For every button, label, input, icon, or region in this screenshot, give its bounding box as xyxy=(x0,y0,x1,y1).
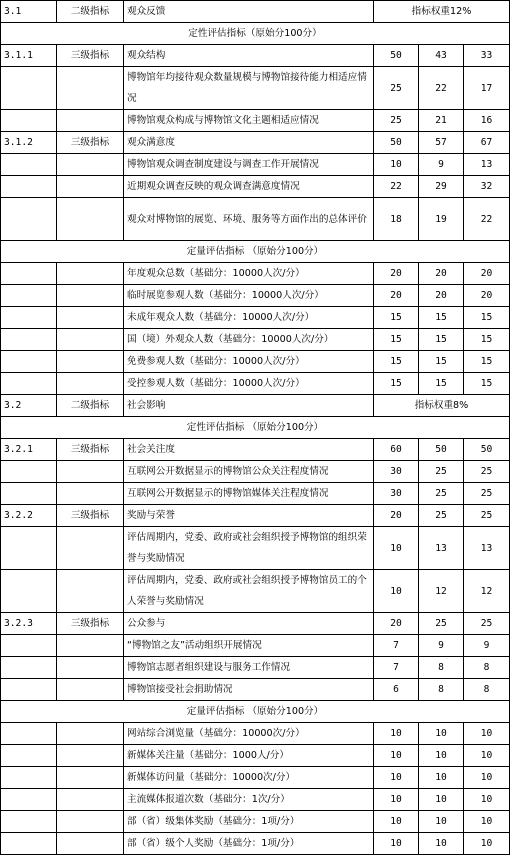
empty-cell xyxy=(1,110,57,132)
criterion-text: 评估周期内，党委、政府或社会组织授予博物馆的组织荣誉与奖励情况 xyxy=(124,527,374,570)
quantitative-row xyxy=(1,285,510,307)
empty-cell xyxy=(57,767,124,789)
score-cell: 25 xyxy=(419,461,464,483)
score-cell: 15 xyxy=(419,373,464,395)
empty-cell xyxy=(1,679,57,701)
criterion-row xyxy=(1,635,510,657)
empty-cell xyxy=(57,745,124,767)
quantitative-text: 免费参观人数（基础分：10000人次/分） xyxy=(124,351,374,373)
empty-cell xyxy=(1,635,57,657)
indicator-id: 3.2.1 xyxy=(1,439,57,461)
score-cell: 25 xyxy=(419,483,464,505)
score-cell: 15 xyxy=(419,351,464,373)
empty-cell xyxy=(57,635,124,657)
score-cell: 32 xyxy=(464,176,510,198)
quantitative-text: 网站综合浏览量（基础分：10000次/分） xyxy=(124,723,374,745)
indicator-id: 3.2.3 xyxy=(1,613,57,635)
score-cell: 25 xyxy=(419,505,464,527)
score-cell: 7 xyxy=(374,657,419,679)
score-cell: 10 xyxy=(374,154,419,176)
empty-cell xyxy=(57,570,124,613)
score-cell: 21 xyxy=(419,110,464,132)
score-cell: 8 xyxy=(419,657,464,679)
empty-cell xyxy=(57,67,124,110)
score-cell: 10 xyxy=(374,833,419,855)
quantitative-section-title: 定量评估指标 （原始分100分） xyxy=(1,701,510,723)
empty-cell xyxy=(57,198,124,241)
indicator-level: 三级指标 xyxy=(57,613,124,635)
score-cell: 20 xyxy=(419,263,464,285)
criterion-row xyxy=(1,657,510,679)
score-cell: 15 xyxy=(374,307,419,329)
empty-cell xyxy=(1,351,57,373)
quantitative-text: 年度观众总数（基础分：10000人次/分） xyxy=(124,263,374,285)
quantitative-text: 国（境）外观众人数（基础分：10000人次/分） xyxy=(124,329,374,351)
criterion-row xyxy=(1,110,510,132)
score-cell: 15 xyxy=(374,329,419,351)
tertiary-indicator-row xyxy=(1,505,510,527)
quantitative-row xyxy=(1,767,510,789)
indicator-level: 三级指标 xyxy=(57,45,124,67)
criterion-text: 评估周期内，党委、政府或社会组织授予博物馆员工的个人荣誉与奖励情况 xyxy=(124,570,374,613)
section-title-row xyxy=(1,241,510,263)
empty-cell xyxy=(1,461,57,483)
quantitative-row xyxy=(1,789,510,811)
indicator-name: 社会影响 xyxy=(124,395,374,417)
criterion-text: “博物馆之友”活动组织开展情况 xyxy=(124,635,374,657)
quantitative-section-title: 定量评估指标 （原始分100分） xyxy=(1,241,510,263)
indicator-name: 观众反馈 xyxy=(124,1,374,23)
score-cell: 8 xyxy=(419,679,464,701)
indicator-id: 3.1 xyxy=(1,1,57,23)
score-cell: 12 xyxy=(464,570,510,613)
indicator-id: 3.2 xyxy=(1,395,57,417)
empty-cell xyxy=(1,789,57,811)
empty-cell xyxy=(1,483,57,505)
qualitative-section-title: 定性评估指标 （原始分100分） xyxy=(1,417,510,439)
indicator-name: 奖励与荣誉 xyxy=(124,505,374,527)
score-cell: 22 xyxy=(419,67,464,110)
quantitative-text: 主流媒体报道次数（基础分：1次/分） xyxy=(124,789,374,811)
quantitative-text: 新媒体访问量（基础分：10000次/分） xyxy=(124,767,374,789)
score-cell: 10 xyxy=(419,767,464,789)
score-cell: 20 xyxy=(464,263,510,285)
score-cell: 10 xyxy=(419,833,464,855)
score-cell: 20 xyxy=(374,613,419,635)
score-cell: 18 xyxy=(374,198,419,241)
score-cell: 67 xyxy=(464,132,510,154)
criterion-row xyxy=(1,570,510,613)
criterion-text: 互联网公开数据显示的博物馆媒体关注程度情况 xyxy=(124,483,374,505)
score-cell: 10 xyxy=(464,767,510,789)
score-cell: 15 xyxy=(464,351,510,373)
indicator-level: 三级指标 xyxy=(57,132,124,154)
tertiary-indicator-row xyxy=(1,613,510,635)
empty-cell xyxy=(1,263,57,285)
quantitative-text: 部（省）级集体奖励（基础分：1项/分） xyxy=(124,811,374,833)
indicator-name: 公众参与 xyxy=(124,613,374,635)
criterion-text: 博物馆年均接待观众数量规模与博物馆接待能力相适应情况 xyxy=(124,67,374,110)
criterion-row xyxy=(1,461,510,483)
empty-cell xyxy=(1,527,57,570)
empty-cell xyxy=(1,767,57,789)
empty-cell xyxy=(1,811,57,833)
criterion-text: 近期观众调查反映的观众调查满意度情况 xyxy=(124,176,374,198)
empty-cell xyxy=(57,461,124,483)
quantitative-row xyxy=(1,373,510,395)
indicator-id: 3.1.2 xyxy=(1,132,57,154)
score-cell: 22 xyxy=(374,176,419,198)
criterion-row xyxy=(1,679,510,701)
score-cell: 57 xyxy=(419,132,464,154)
criterion-row xyxy=(1,154,510,176)
quantitative-row xyxy=(1,745,510,767)
empty-cell xyxy=(1,833,57,855)
score-cell: 15 xyxy=(464,329,510,351)
score-cell: 50 xyxy=(374,45,419,67)
score-cell: 20 xyxy=(374,505,419,527)
empty-cell xyxy=(1,198,57,241)
score-cell: 10 xyxy=(464,745,510,767)
empty-cell xyxy=(1,570,57,613)
quantitative-text: 新媒体关注量（基础分：1000人/分） xyxy=(124,745,374,767)
score-cell: 25 xyxy=(374,67,419,110)
empty-cell xyxy=(57,373,124,395)
score-cell: 30 xyxy=(374,461,419,483)
score-cell: 25 xyxy=(419,613,464,635)
qualitative-section-title: 定性评估指标（原始分100分） xyxy=(1,23,510,45)
score-cell: 10 xyxy=(419,789,464,811)
score-cell: 60 xyxy=(374,439,419,461)
quantitative-row xyxy=(1,263,510,285)
empty-cell xyxy=(57,657,124,679)
score-cell: 29 xyxy=(419,176,464,198)
empty-cell xyxy=(57,351,124,373)
score-cell: 10 xyxy=(419,745,464,767)
quantitative-text: 受控参观人数（基础分：10000人次/分） xyxy=(124,373,374,395)
score-cell: 50 xyxy=(374,132,419,154)
quantitative-text: 临时展览参观人数（基础分：10000人次/分） xyxy=(124,285,374,307)
empty-cell xyxy=(57,833,124,855)
empty-cell xyxy=(1,373,57,395)
score-cell: 25 xyxy=(464,461,510,483)
criterion-row xyxy=(1,198,510,241)
indicator-level: 三级指标 xyxy=(57,439,124,461)
score-cell: 9 xyxy=(419,635,464,657)
score-cell: 50 xyxy=(419,439,464,461)
criterion-text: 博物馆志愿者组织建设与服务工作情况 xyxy=(124,657,374,679)
criterion-row xyxy=(1,483,510,505)
empty-cell xyxy=(57,307,124,329)
quantitative-row xyxy=(1,351,510,373)
indicator-name: 社会关注度 xyxy=(124,439,374,461)
score-cell: 10 xyxy=(374,570,419,613)
empty-cell xyxy=(57,483,124,505)
indicator-level: 三级指标 xyxy=(57,505,124,527)
empty-cell xyxy=(57,679,124,701)
empty-cell xyxy=(57,263,124,285)
criterion-text: 博物馆接受社会捐助情况 xyxy=(124,679,374,701)
score-cell: 10 xyxy=(374,723,419,745)
score-cell: 15 xyxy=(419,307,464,329)
indicator-weight: 指标权重12% xyxy=(374,1,510,23)
indicator-id: 3.2.2 xyxy=(1,505,57,527)
score-cell: 10 xyxy=(374,767,419,789)
score-cell: 20 xyxy=(374,285,419,307)
empty-cell xyxy=(1,745,57,767)
indicator-name: 观众满意度 xyxy=(124,132,374,154)
score-cell: 9 xyxy=(419,154,464,176)
score-cell: 22 xyxy=(464,198,510,241)
section-title-row xyxy=(1,417,510,439)
score-cell: 25 xyxy=(374,110,419,132)
tertiary-indicator-row xyxy=(1,45,510,67)
section-title-row xyxy=(1,701,510,723)
score-cell: 10 xyxy=(374,527,419,570)
quantitative-row xyxy=(1,833,510,855)
score-cell: 50 xyxy=(464,439,510,461)
score-cell: 10 xyxy=(374,745,419,767)
score-cell: 13 xyxy=(464,527,510,570)
empty-cell xyxy=(57,329,124,351)
score-cell: 20 xyxy=(419,285,464,307)
empty-cell xyxy=(57,154,124,176)
empty-cell xyxy=(1,67,57,110)
empty-cell xyxy=(1,154,57,176)
tertiary-indicator-row xyxy=(1,132,510,154)
score-cell: 20 xyxy=(374,263,419,285)
score-cell: 15 xyxy=(374,351,419,373)
empty-cell xyxy=(57,811,124,833)
score-cell: 12 xyxy=(419,570,464,613)
quantitative-row xyxy=(1,307,510,329)
score-cell: 10 xyxy=(464,833,510,855)
score-cell: 13 xyxy=(419,527,464,570)
score-cell: 15 xyxy=(419,329,464,351)
secondary-indicator-row xyxy=(1,1,510,23)
indicator-name: 观众结构 xyxy=(124,45,374,67)
score-cell: 17 xyxy=(464,67,510,110)
score-cell: 8 xyxy=(464,679,510,701)
empty-cell xyxy=(1,307,57,329)
score-cell: 10 xyxy=(464,723,510,745)
score-cell: 25 xyxy=(464,505,510,527)
empty-cell xyxy=(57,285,124,307)
score-cell: 13 xyxy=(464,154,510,176)
indicator-level: 二级指标 xyxy=(57,1,124,23)
secondary-indicator-row xyxy=(1,395,510,417)
score-cell: 15 xyxy=(464,307,510,329)
empty-cell xyxy=(57,789,124,811)
score-cell: 10 xyxy=(374,811,419,833)
empty-cell xyxy=(1,657,57,679)
score-cell: 25 xyxy=(464,483,510,505)
quantitative-row xyxy=(1,811,510,833)
quantitative-text: 未成年观众人数（基础分：10000人次/分） xyxy=(124,307,374,329)
quantitative-row xyxy=(1,329,510,351)
score-cell: 19 xyxy=(419,198,464,241)
criterion-text: 博物馆观众调查制度建设与调查工作开展情况 xyxy=(124,154,374,176)
score-cell: 8 xyxy=(464,657,510,679)
score-cell: 6 xyxy=(374,679,419,701)
score-cell: 20 xyxy=(464,285,510,307)
empty-cell xyxy=(1,329,57,351)
score-cell: 30 xyxy=(374,483,419,505)
score-cell: 33 xyxy=(464,45,510,67)
criterion-text: 博物馆观众构成与博物馆文化主题相适应情况 xyxy=(124,110,374,132)
empty-cell xyxy=(57,527,124,570)
criterion-text: 互联网公开数据显示的博物馆公众关注程度情况 xyxy=(124,461,374,483)
score-cell: 10 xyxy=(464,789,510,811)
score-cell: 16 xyxy=(464,110,510,132)
indicator-level: 二级指标 xyxy=(57,395,124,417)
score-cell: 10 xyxy=(419,811,464,833)
criterion-text: 观众对博物馆的展览、环境、服务等方面作出的总体评价 xyxy=(124,198,374,241)
score-cell: 10 xyxy=(374,789,419,811)
quantitative-row xyxy=(1,723,510,745)
tertiary-indicator-row xyxy=(1,439,510,461)
quantitative-text: 部（省）级个人奖励（基础分：1项/分） xyxy=(124,833,374,855)
empty-cell xyxy=(57,723,124,745)
score-cell: 7 xyxy=(374,635,419,657)
criterion-row xyxy=(1,176,510,198)
score-cell: 9 xyxy=(464,635,510,657)
empty-cell xyxy=(57,176,124,198)
criterion-row xyxy=(1,67,510,110)
score-cell: 43 xyxy=(419,45,464,67)
empty-cell xyxy=(57,110,124,132)
score-cell: 15 xyxy=(464,373,510,395)
empty-cell xyxy=(1,285,57,307)
indicator-weight: 指标权重8% xyxy=(374,395,510,417)
section-title-row xyxy=(1,23,510,45)
indicator-id: 3.1.1 xyxy=(1,45,57,67)
empty-cell xyxy=(1,176,57,198)
score-cell: 25 xyxy=(464,613,510,635)
score-cell: 10 xyxy=(464,811,510,833)
score-cell: 10 xyxy=(419,723,464,745)
empty-cell xyxy=(1,723,57,745)
score-cell: 15 xyxy=(374,373,419,395)
criterion-row xyxy=(1,527,510,570)
